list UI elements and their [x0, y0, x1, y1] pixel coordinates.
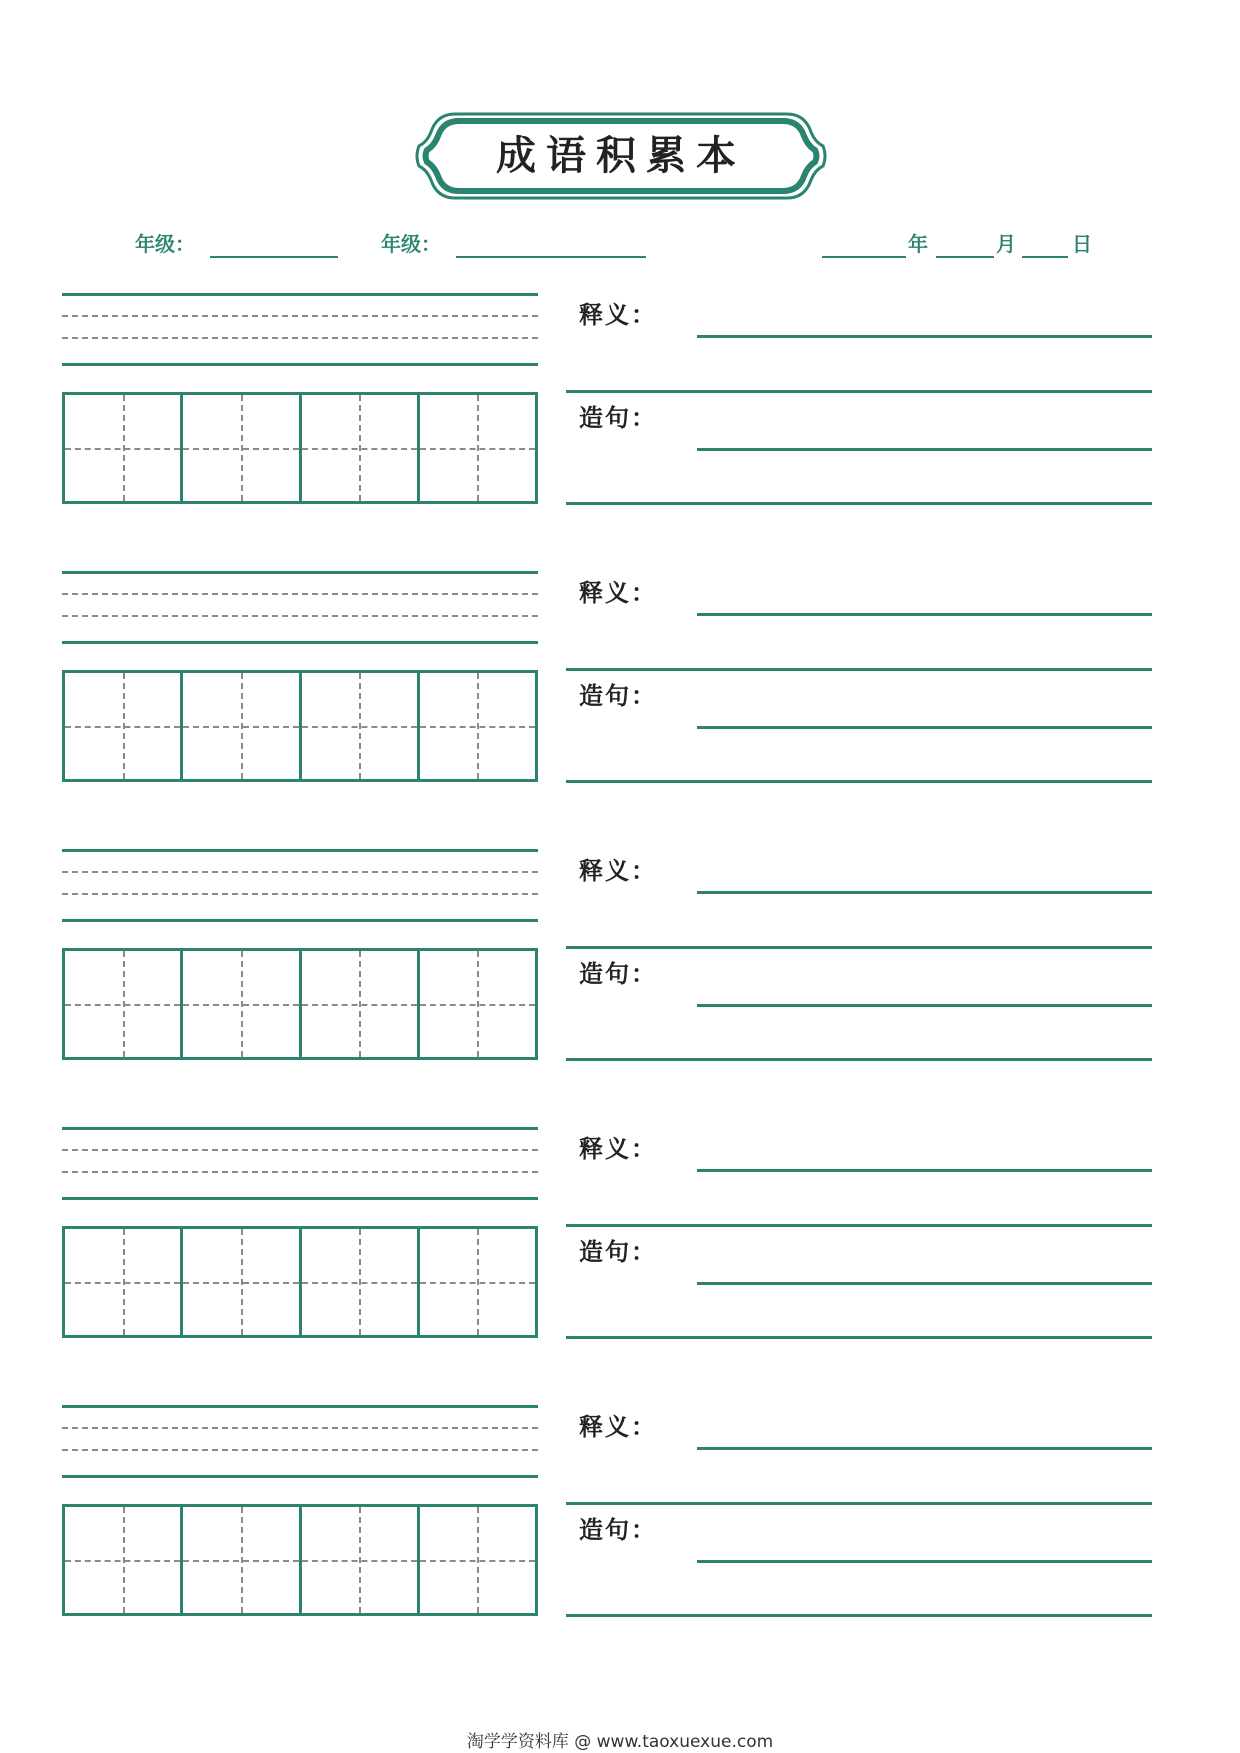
- grade-label-2: 年级：: [381, 232, 441, 256]
- divider-line: [566, 390, 1152, 393]
- grid-cell[interactable]: [420, 1229, 535, 1335]
- sentence-label: 造句：: [579, 681, 657, 710]
- sentence-line[interactable]: [697, 726, 1152, 729]
- sentence-label: 造句：: [579, 403, 657, 432]
- grid-cell[interactable]: [183, 951, 301, 1057]
- meaning-line[interactable]: [697, 1447, 1152, 1450]
- sentence-line[interactable]: [566, 780, 1152, 783]
- character-grid[interactable]: [62, 948, 538, 1060]
- meaning-line[interactable]: [697, 613, 1152, 616]
- grid-cell[interactable]: [183, 673, 301, 779]
- grid-cell[interactable]: [302, 951, 420, 1057]
- idiom-entry: [0, 571, 1240, 801]
- month-field[interactable]: [936, 256, 994, 258]
- grid-cell[interactable]: [302, 1229, 420, 1335]
- character-grid[interactable]: [62, 392, 538, 504]
- pinyin-writing-lines[interactable]: [62, 919, 538, 922]
- meaning-label: 释义：: [579, 1412, 657, 1441]
- grid-cell[interactable]: [420, 951, 535, 1057]
- grid-cell[interactable]: [183, 1507, 301, 1613]
- grid-cell[interactable]: [302, 395, 420, 501]
- sentence-line[interactable]: [697, 1282, 1152, 1285]
- sentence-label: 造句：: [579, 1515, 657, 1544]
- month-label: 月: [996, 232, 1016, 256]
- grid-cell[interactable]: [302, 673, 420, 779]
- sentence-line[interactable]: [697, 1004, 1152, 1007]
- divider-line: [566, 1224, 1152, 1227]
- meaning-label: 释义：: [579, 578, 657, 607]
- day-field[interactable]: [1022, 256, 1068, 258]
- grid-cell[interactable]: [65, 395, 183, 501]
- meaning-line[interactable]: [697, 335, 1152, 338]
- grid-cell[interactable]: [65, 1507, 183, 1613]
- pinyin-writing-lines[interactable]: [62, 1475, 538, 1478]
- sentence-line[interactable]: [566, 1614, 1152, 1617]
- meaning-label: 释义：: [579, 300, 657, 329]
- sentence-label: 造句：: [579, 1237, 657, 1266]
- sentence-line[interactable]: [566, 1336, 1152, 1339]
- grid-cell[interactable]: [420, 673, 535, 779]
- idiom-entry: [0, 849, 1240, 1079]
- title-plaque: [413, 110, 829, 202]
- grid-cell[interactable]: [65, 951, 183, 1057]
- grid-cell[interactable]: [65, 673, 183, 779]
- grid-cell[interactable]: [302, 1507, 420, 1613]
- sentence-line[interactable]: [566, 502, 1152, 505]
- grid-cell[interactable]: [420, 395, 535, 501]
- year-label: 年: [908, 232, 928, 256]
- sentence-line[interactable]: [566, 1058, 1152, 1061]
- footer-watermark: 淘学学资料库 @ www.taoxuexue.com: [466, 1732, 774, 1752]
- pinyin-writing-lines[interactable]: [62, 641, 538, 644]
- pinyin-writing-lines[interactable]: [62, 363, 538, 366]
- idiom-entry: [0, 293, 1240, 523]
- sentence-label: 造句：: [579, 959, 657, 988]
- grade-label-1: 年级：: [135, 232, 195, 256]
- grid-cell[interactable]: [183, 395, 301, 501]
- day-label: 日: [1072, 232, 1092, 256]
- divider-line: [566, 1502, 1152, 1505]
- meaning-line[interactable]: [697, 891, 1152, 894]
- character-grid[interactable]: [62, 1226, 538, 1338]
- page-title: 成语积累本: [496, 132, 746, 179]
- year-field[interactable]: [822, 256, 906, 258]
- divider-line: [566, 946, 1152, 949]
- meaning-line[interactable]: [697, 1169, 1152, 1172]
- sentence-line[interactable]: [697, 1560, 1152, 1563]
- grid-cell[interactable]: [183, 1229, 301, 1335]
- character-grid[interactable]: [62, 1504, 538, 1616]
- character-grid[interactable]: [62, 670, 538, 782]
- grid-cell[interactable]: [65, 1229, 183, 1335]
- grid-cell[interactable]: [420, 1507, 535, 1613]
- meaning-label: 释义：: [579, 1134, 657, 1163]
- idiom-entry: [0, 1405, 1240, 1635]
- grade-field-2[interactable]: [456, 256, 646, 258]
- sentence-line[interactable]: [697, 448, 1152, 451]
- grade-field-1[interactable]: [210, 256, 338, 258]
- idiom-entry: [0, 1127, 1240, 1357]
- pinyin-writing-lines[interactable]: [62, 1197, 538, 1200]
- meaning-label: 释义：: [579, 856, 657, 885]
- divider-line: [566, 668, 1152, 671]
